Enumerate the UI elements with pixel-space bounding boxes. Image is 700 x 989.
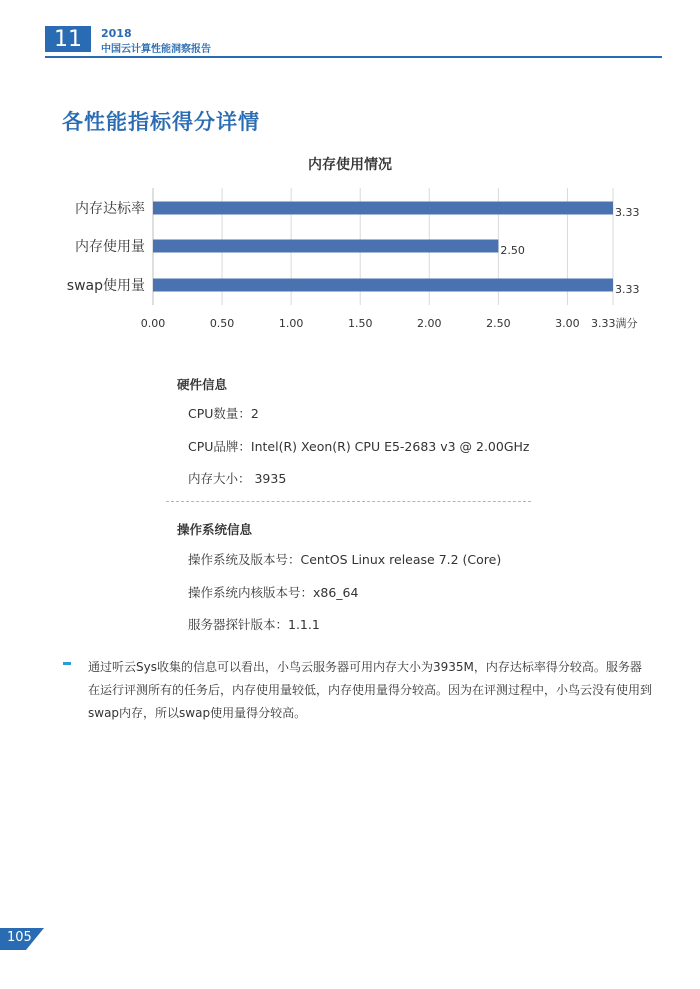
memory-usage-chart: [0, 0, 700, 340]
data-label: 2.50: [500, 244, 525, 257]
x-tick-label: 3.33满分: [591, 317, 638, 330]
os-line: 服务器探针版本：1.1.1: [188, 617, 320, 632]
bar: [153, 202, 613, 215]
header-report-title: 中国云计算性能洞察报告: [101, 44, 211, 55]
bar: [153, 279, 613, 292]
os-heading: 操作系统信息: [177, 522, 253, 537]
summary-paragraph: 通过听云Sys收集的信息可以看出，小鸟云服务器可用内存大小为3935M，内存达标率得分较高。服务器在运行评测所有的任务后，内存使用量较低，内存使用量得分较高。因为在评测过程中，小鸟云没有使用到swap内存，所以swap使用量得分较高。: [88, 660, 653, 720]
page-number: 105: [7, 930, 32, 945]
os-line: 操作系统及版本号：CentOS Linux release 7.2 (Core): [188, 552, 502, 567]
bar: [153, 240, 498, 253]
category-label: 内存达标率: [75, 201, 145, 217]
bullet-dash: [63, 662, 71, 665]
x-tick-label: 0.50: [209, 317, 235, 330]
x-tick-label: 1.00: [278, 317, 304, 330]
x-tick-label: 2.50: [486, 317, 511, 330]
category-label: swap使用量: [66, 278, 145, 294]
data-label: 3.33: [615, 283, 640, 296]
category-label: 内存使用量: [75, 239, 145, 255]
page-number-tab: [0, 928, 44, 950]
x-tick-label: 2.00: [417, 317, 442, 330]
x-tick-label: 1.50: [347, 317, 373, 330]
x-tick-label: 3.00: [555, 317, 580, 330]
info-divider: [166, 501, 531, 502]
header-year: 2018: [101, 27, 132, 40]
chapter-number: 11: [54, 26, 82, 52]
os-line: 操作系统内核版本号：x86_64: [188, 585, 359, 600]
hardware-heading: 硬件信息: [177, 377, 228, 392]
hardware-line: CPU品牌：Intel(R) Xeon(R) CPU E5-2683 v3 @ 2.00GHz: [188, 439, 530, 454]
x-tick-label: 0.00: [140, 317, 166, 330]
hardware-line: 内存大小： 3935: [188, 471, 287, 486]
data-label: 3.33: [615, 206, 640, 219]
chart-title: 内存使用情况: [308, 157, 392, 173]
hardware-line: CPU数量：2: [188, 406, 259, 421]
section-title: 各性能指标得分详情: [62, 110, 260, 134]
